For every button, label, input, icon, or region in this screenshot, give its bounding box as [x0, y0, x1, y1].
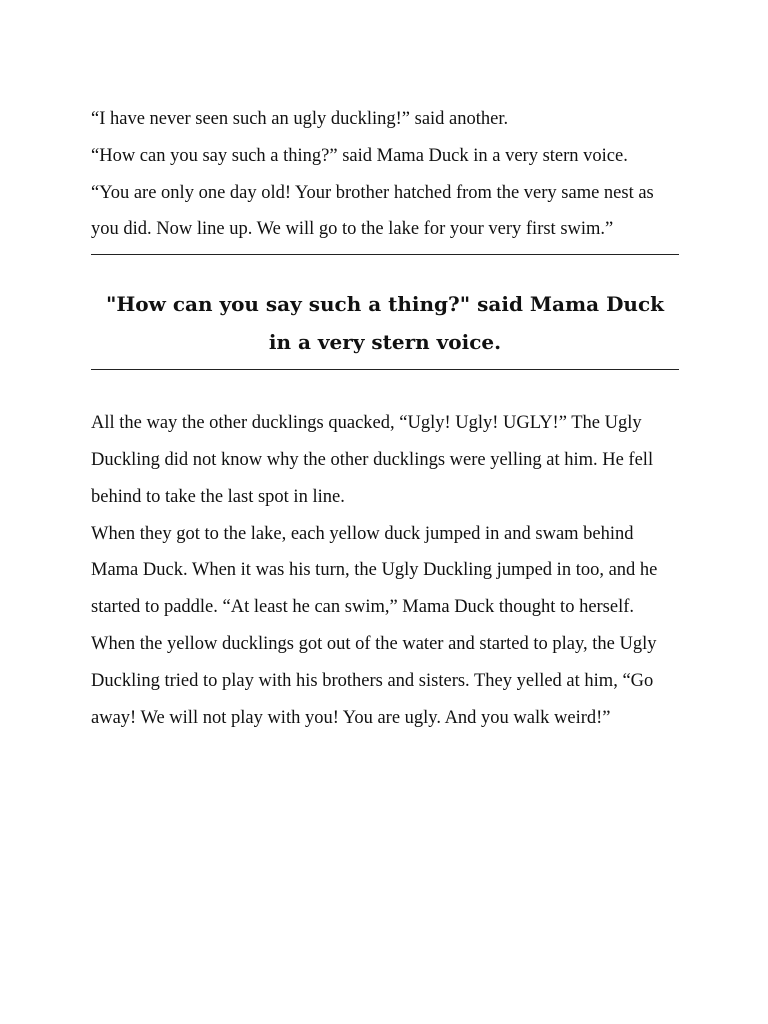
body-paragraph-3: When the yellow ducklings got out of the water and started to play, the Ugly Duckling tried to play with his brothers and sisters. They yelled at him, “Go away! We will not play with you! You are ugly. And you walk weird!”	[91, 633, 657, 728]
pullquote-top-rule	[91, 254, 679, 255]
intro-line-1: “I have never seen such an ugly duckling!” said another.	[91, 109, 509, 129]
pullquote-bottom-rule	[91, 369, 679, 370]
intro-line-2: “How can you say such a thing?” said Mama Duck in a very stern voice.	[91, 145, 628, 166]
pullquote-text: "How can you say such a thing?" said Mama Duck in a very stern voice.	[105, 292, 665, 355]
document-page	[91, 101, 679, 736]
intro-line-3: “You are only one day old! Your brother hatched from the very same nest as you did. Now line up. We will go to the lake for your very first swim.”	[91, 182, 654, 240]
body-paragraph-1: All the way the other ducklings quacked, “Ugly! Ugly! UGLY!” The Ugly Duckling did not know why the other ducklings were yelling at him. He fell behind to take the last spot in line.	[91, 413, 654, 507]
body-paragraph-2: When they got to the lake, each yellow duck jumped in and swam behind Mama Duck. When it was his turn, the Ugly Duckling jumped in too, and he started to paddle. “At least he can swim,” Mama Duck thought to herself.	[91, 523, 658, 618]
